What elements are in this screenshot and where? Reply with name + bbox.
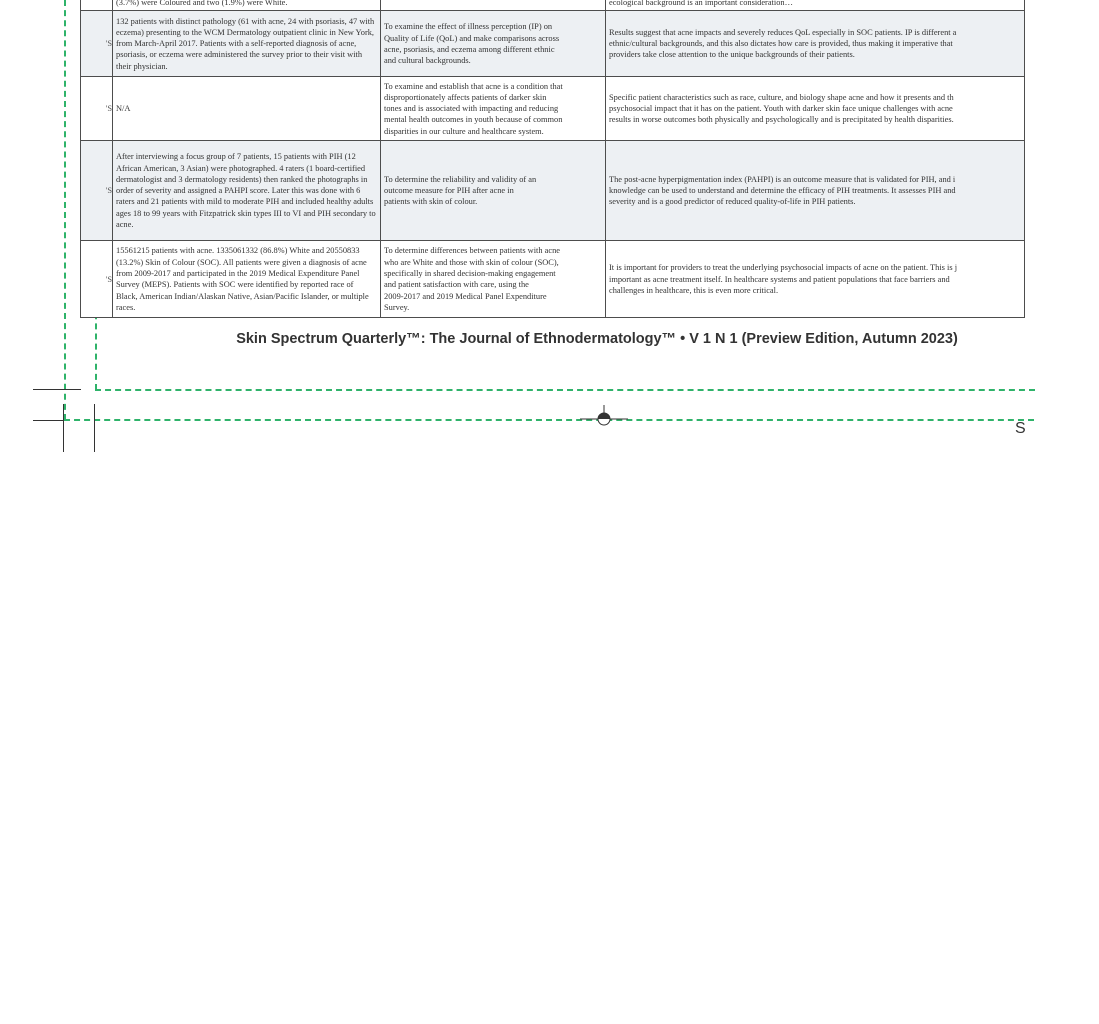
table-row [81,11,1025,77]
objective-line: To examine and establish that acne is a condition that [384,81,563,91]
conclusion-cell [606,77,1025,141]
conclusion-line: results in worse outcomes both physically and psychologically and is precipitated by health disparities. [609,115,954,125]
conclusion-line: Results suggest that acne impacts and severely reduces QoL especially in SOC patients. IP is different a [609,27,957,37]
conclusion-line: ecological background is an important consideration… [609,0,793,7]
study-summary-table [80,0,1025,318]
objective-line: and cultural backgrounds. [384,56,471,66]
population-cell: 132 patients with distinct pathology (61 with acne, 24 with psoriasis, 47 with eczema) presenting to the WCM Dermatology outpatient clinic in New York, from March-April 2017. Patients with a self-reported diagnosis of acne, psoriasis, or eczema were administered the survey prior to their visit with their physician. [113,11,381,77]
objective-line: 2009-2017 and 2019 Medical Panel Expenditure [384,291,547,301]
row-id-cell: 'S [81,241,113,318]
objective-cell [381,141,606,241]
objective-cell [381,0,606,11]
bleed-guide-left-outer [64,0,66,420]
objective-cell [381,77,606,141]
row-id-cell: 'S [81,11,113,77]
conclusion-line: psychosocial impact that it has on the patient. Youth with darker skin face unique challenges with acne [609,104,953,114]
conclusion-line: Specific patient characteristics such as race, culture, and biology shape acne and how it presents and th [609,92,954,102]
conclusion-line: providers take close attention to the unique backgrounds of their patients. [609,50,855,60]
registration-mark-icon [580,405,628,425]
row-id-cell: 'S [81,141,113,241]
objective-line: To examine the effect of illness perception (IP) on [384,22,553,32]
conclusion-cell [606,11,1025,77]
bleed-guide-bottom-inner [95,389,1035,391]
objective-line: disparities in our culture and healthcare system. [384,126,544,136]
objective-cell [381,11,606,77]
conclusion-line: severity and is a good predictor of reduced quality-of-life in PIH patients. [609,197,856,207]
population-cell: N/A [113,77,381,141]
objective-line: mental health outcomes in youth because of common [384,115,563,125]
population-cell: 15561215 patients with acne. 1335061332 (86.8%) White and 20550833 (13.2%) Skin of Colour (SOC). All patients were given a diagnosis of acne from 2009-2017 and participated in the 2019 Medical Expenditure Panel Survey (MEPS). Patients with SOC were identified by reported race of Black, American Indian/Alaskan Native, Asian/Pacific Islander, or multiple races. [113,241,381,318]
bleed-guide-bottom-outer [64,419,1034,421]
conclusion-cell [606,141,1025,241]
objective-line: who are White and those with skin of colour (SOC), [384,257,559,267]
conclusion-line: knowledge can be used to understand and determine the efficacy of PIH treatments. It assesses PIH and [609,186,956,196]
objective-line: To determine the reliability and validity of an [384,174,537,184]
table-row [81,0,1025,11]
conclusion-line: It is important for providers to treat the underlying psychosocial impacts of acne on the patient. This is j [609,263,958,273]
objective-line: tones and is associated with impacting and reducing [384,104,559,114]
objective-line: and patient satisfaction with care, using the [384,280,529,290]
crop-mark-horizontal [33,389,81,390]
conclusion-line: challenges in healthcare, this is even more critical. [609,285,779,295]
population-cell: (3.7%) were Coloured and two (1.9%) were White. [113,0,381,11]
journal-footer: Skin Spectrum Quarterly™: The Journal of Ethnodermatology™ • V 1 N 1 (Preview Edition, Autumn 2023) [236,331,958,347]
objective-line: specifically in shared decision-making engagement [384,269,556,278]
row-id-cell [81,0,113,11]
population-cell: After interviewing a focus group of 7 patients, 15 patients with PIH (12 African American, 3 Asian) were photographed. 4 raters (1 board-certified dermatologist and 3 dermatology residents) then ranked the photographs in order of severity and assigned a PAHPI score. Later this was done with 6 raters and 21 patients with mild to moderate PIH and included healthy adults ages 18 to 99 years with Fitzpatrick skin types III to VI and PIH secondary to acne. [113,141,381,241]
table-row [81,77,1025,141]
row-id-cell: 'S [81,77,113,141]
objective-line: outcome measure for PIH after acne in [384,186,514,196]
objective-line: disproportionately affects patients of darker skin [384,92,547,102]
table-row [81,141,1025,241]
conclusion-line: ethnic/cultural backgrounds, and this also dictates how care is provided, thus making it imperative that [609,39,953,49]
conclusion-cell [606,241,1025,318]
objective-line: patients with skin of colour. [384,197,478,207]
objective-line: acne, psoriasis, and eczema among different ethnic [384,44,555,54]
conclusion-cell [606,0,1025,11]
crop-mark-horizontal [33,420,63,421]
conclusion-line: important as acne treatment itself. In healthcare systems and patient populations that face barriers and [609,274,950,284]
objective-cell [381,241,606,318]
crop-mark-vertical [94,404,95,452]
next-page-edge-letter: S [1015,420,1026,437]
conclusion-line: The post-acne hyperpigmentation index (PAHPI) is an outcome measure that is validated for PIH, and i [609,174,956,184]
table-row [81,241,1025,318]
objective-line: Survey. [384,302,410,312]
crop-mark-vertical [63,404,64,452]
objective-line: Quality of Life (QoL) and make comparisons across [384,33,560,43]
objective-line: To determine differences between patients with acne [384,246,560,256]
